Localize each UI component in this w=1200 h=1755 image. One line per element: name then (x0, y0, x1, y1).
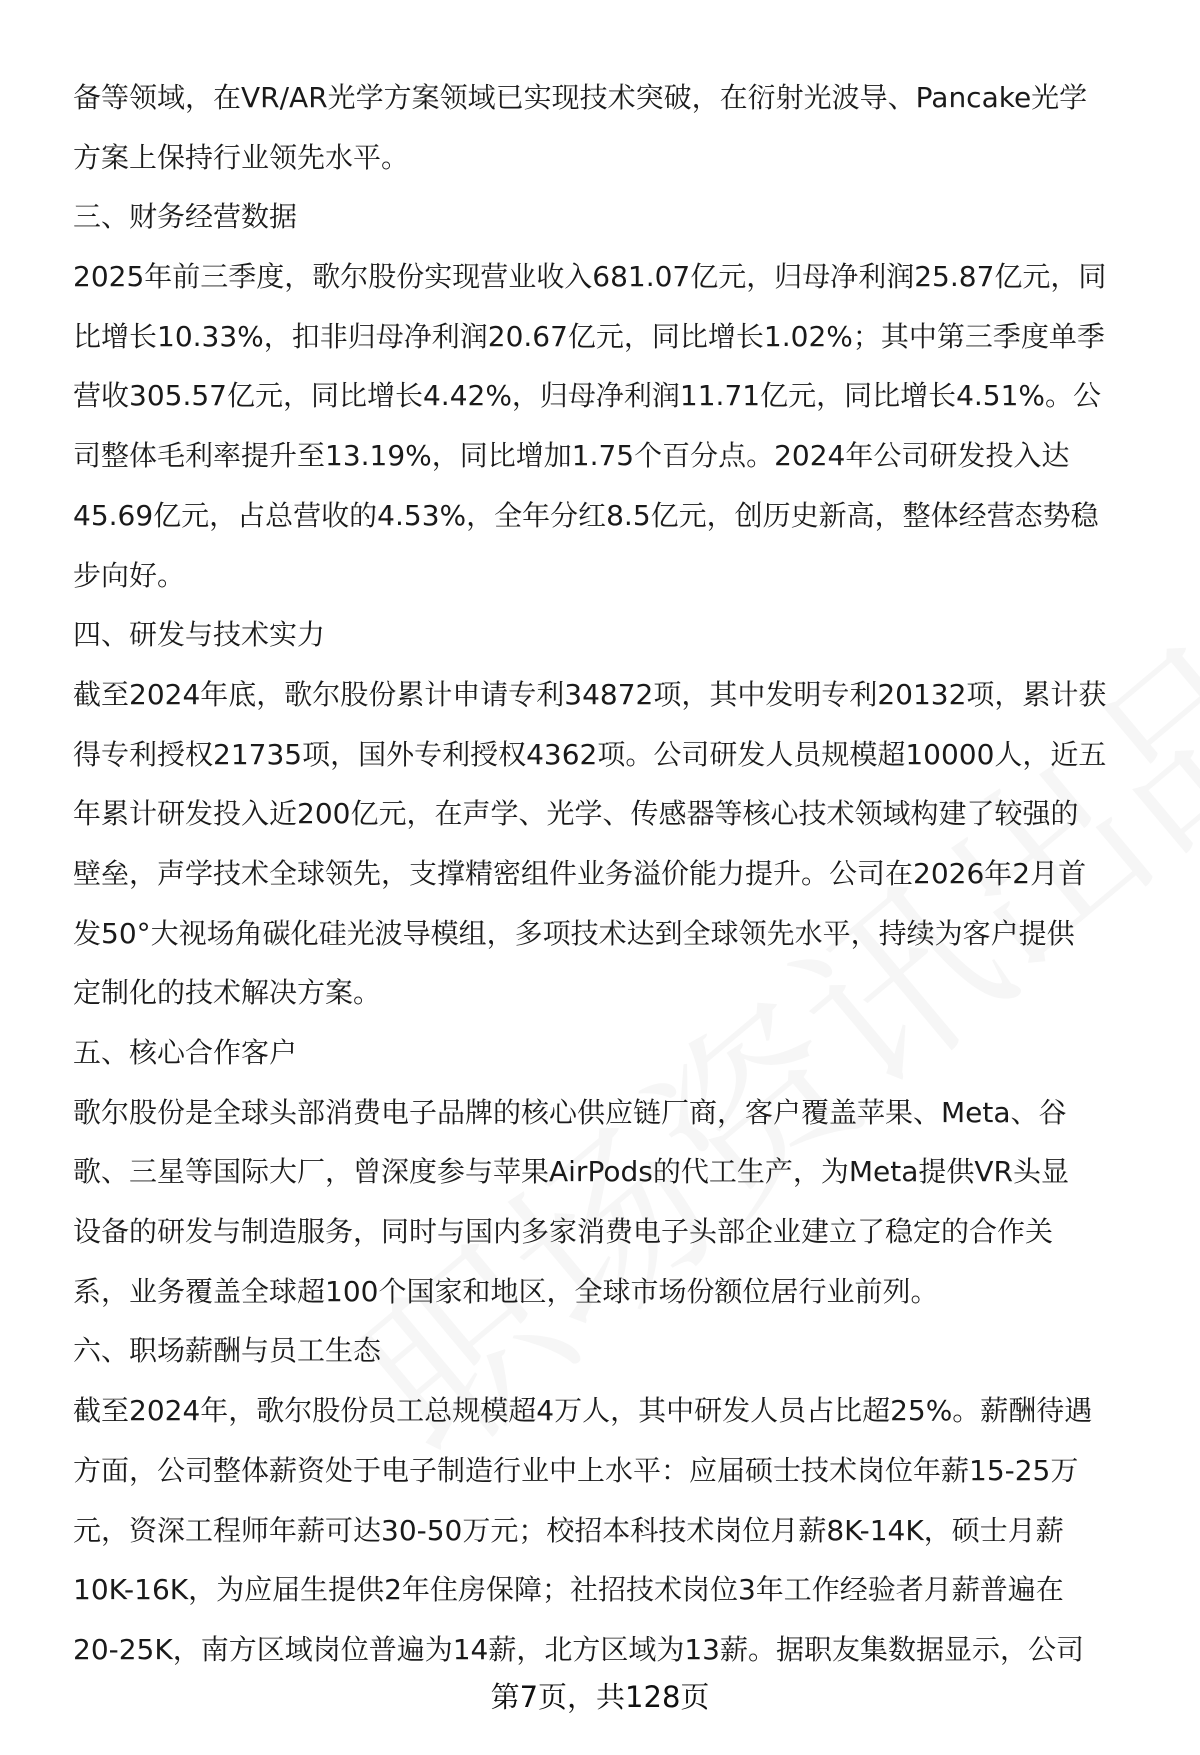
paragraph-line: 2025年前三季度，歌尔股份实现营业收入681.07亿元，归母净利润25.87亿元，同 (73, 260, 1107, 294)
paragraph-line: 20-25K，南方区域岗位普遍为14薪，北方区域为13薪。据职友集数据显示，公司 (73, 1632, 1084, 1666)
paragraph-line: 年累计研发投入近200亿元，在声学、光学、传感器等核心技术领域构建了较强的 (73, 797, 1079, 831)
paragraph-line: 方案上保持行业领先水平。 (73, 140, 410, 174)
paragraph-line: 备等领域，在VR/AR光学方案领域已实现技术突破，在衍射光波导、Pancake光学 (73, 81, 1088, 114)
paragraph-line: 10K-16K，为应届生提供2年住房保障；社招技术岗位3年工作经验者月薪普遍在 (73, 1573, 1064, 1607)
paragraph-line: 发50°大视场角碳化硅光波导模组，多项技术达到全球领先水平，持续为客户提供 (73, 916, 1075, 950)
paragraph-line: 得专利授权21735项，国外专利授权4362项。公司研发人员规模超10000人，近五 (73, 737, 1107, 771)
paragraph-line: 歌、三星等国际大厂，曾深度参与苹果AirPods的代工生产，为Meta提供VR头显 (73, 1155, 1069, 1189)
paragraph-line: 比增长10.33%，扣非归母净利润20.67亿元，同比增长1.02%；其中第三季度单季 (73, 319, 1105, 353)
paragraph-line: 截至2024年底，歌尔股份累计申请专利34872项，其中发明专利20132项，累计获 (73, 677, 1107, 711)
section-heading: 五、核心合作客户 (73, 1036, 298, 1069)
section-heading: 四、研发与技术实力 (73, 618, 326, 652)
paragraph-line: 元，资深工程师年薪可达30-50万元；校招本科技术岗位月薪8K-14K，硕士月薪 (73, 1513, 1064, 1547)
paragraph-line: 司整体毛利率提升至13.19%，同比增加1.75个百分点。2024年公司研发投入达 (73, 439, 1070, 473)
paragraph-line: 歌尔股份是全球头部消费电子品牌的核心供应链厂商，客户覆盖苹果、Meta、谷 (73, 1095, 1067, 1129)
page-number: 第7页，共128页 (490, 1680, 710, 1714)
paragraph-line: 截至2024年，歌尔股份员工总规模超4万人，其中研发人员占比超25%。薪酬待遇 (73, 1394, 1093, 1428)
paragraph-line: 方面，公司整体薪资处于电子制造行业中上水平：应届硕士技术岗位年薪15-25万 (73, 1453, 1079, 1487)
paragraph-line: 45.69亿元，占总营收的4.53%，全年分红8.5亿元，创历史新高，整体经营态势稳 (73, 498, 1099, 532)
paragraph-line: 设备的研发与制造服务，同时与国内多家消费电子头部企业建立了稳定的合作关 (73, 1215, 1054, 1249)
paragraph-line: 壁垒，声学技术全球领先，支撑精密组件业务溢价能力提升。公司在2026年2月首 (73, 856, 1087, 890)
section-heading: 六、职场薪酬与员工生态 (73, 1334, 382, 1368)
section-heading: 三、财务经营数据 (73, 200, 298, 234)
document-body (73, 68, 1158, 1680)
paragraph-line: 定制化的技术解决方案。 (73, 976, 382, 1010)
paragraph-line: 步向好。 (73, 558, 186, 592)
paragraph-line: 营收305.57亿元，同比增长4.42%，归母净利润11.71亿元，同比增长4.51%。公 (73, 379, 1102, 413)
paragraph-line: 系，业务覆盖全球超100个国家和地区，全球市场份额位居行业前列。 (73, 1274, 939, 1308)
